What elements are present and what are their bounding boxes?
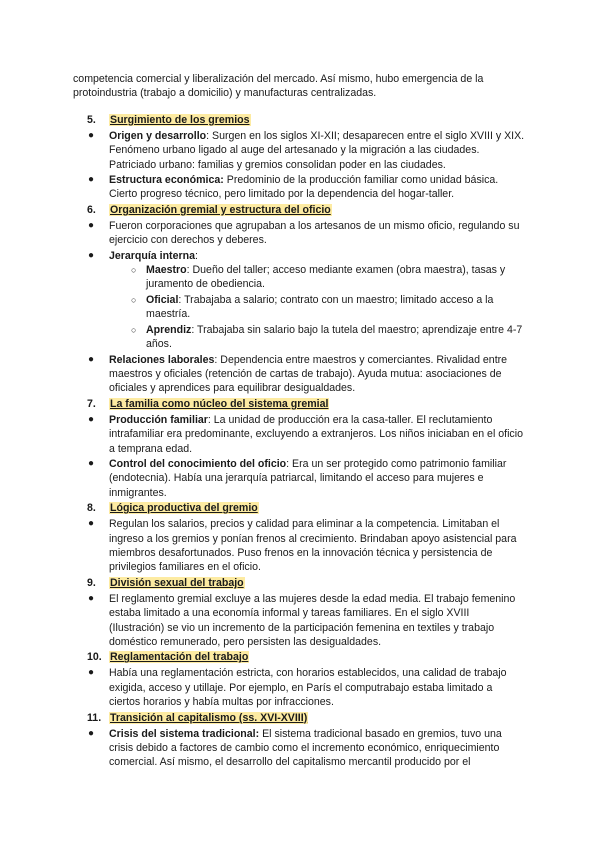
bullet-icon: ● (88, 353, 95, 365)
list-item (73, 457, 525, 500)
bullet-list (73, 727, 525, 770)
section-number: 9. (87, 576, 96, 589)
list-item (73, 219, 525, 248)
intro-paragraph: competencia comercial y liberalización del mercado. Así mismo, hubo emergencia de la protoindustria (trabajo a domicilio) y manufacturas centralizadas. (73, 73, 484, 100)
bullet-icon: ● (88, 457, 95, 469)
section-heading (73, 650, 525, 665)
item-text: Regulan los salarios, precios y calidad para eliminar a la competencia. Limitaban el ingreso a los gremios y ponían frenos al crecimiento. Brindaban apoyo asistencial para miembros desafortunados. Puso frenos en la innovación técnica y persistencia de privilegios familiares en el oficio. (109, 518, 517, 574)
sub-list-item (73, 323, 525, 352)
item-separator: : (194, 249, 198, 262)
section-heading (73, 576, 525, 591)
section-number: 10. (87, 651, 102, 664)
sub-list-item (73, 293, 525, 322)
sub-list (109, 263, 525, 351)
list-item (73, 249, 525, 352)
list-item (73, 129, 525, 172)
item-text: Predominio de la producción familiar como unidad básica. Cierto progreso técnico, pero limitado por la dependencia del hogar-taller. (109, 174, 499, 201)
document-body (73, 72, 525, 771)
item-text: Fueron corporaciones que agrupaban a los artesanos de un mismo oficio, regulando su ejercicio con derechos y deberes. (109, 219, 520, 247)
bullet-icon: ● (88, 249, 95, 261)
section-heading (73, 113, 525, 128)
list-item (73, 517, 525, 575)
hollow-bullet-icon: ○ (131, 324, 137, 335)
item-lead: Producción familiar (109, 413, 208, 426)
item-lead: Crisis del sistema tradicional: (109, 727, 260, 740)
section-heading (73, 711, 525, 726)
section-title: Organización gremial y estructura del oficio (110, 203, 331, 216)
section (73, 501, 525, 575)
item-text: : Dependencia entre maestros y comerciantes. Rivalidad entre maestros y oficiales (retención de cartas de trabajo). Ayuda mutua: asociaciones de oficiales y aprendices para equilibrar desigualdades. (109, 353, 508, 395)
bullet-icon: ● (88, 667, 95, 679)
section (73, 650, 525, 709)
list-item (73, 173, 525, 202)
section-title: Surgimiento de los gremios (110, 113, 250, 126)
section-heading (73, 203, 525, 218)
section-heading (73, 501, 525, 516)
bullet-list (73, 129, 525, 202)
sub-item-lead: Maestro (146, 264, 187, 277)
hollow-bullet-icon: ○ (131, 265, 137, 276)
item-lead: Estructura económica: (109, 174, 224, 187)
bullet-list (73, 219, 525, 396)
list-item (73, 666, 525, 709)
section-title: Lógica productiva del gremio (110, 502, 258, 515)
section-title: División sexual del trabajo (110, 576, 244, 589)
bullet-icon: ● (88, 219, 95, 231)
section-number: 6. (87, 203, 96, 216)
item-separator: : (206, 129, 210, 142)
section-heading (73, 397, 525, 412)
section-title: La familia como núcleo del sistema gremial (110, 397, 329, 410)
section-title: Reglamentación del trabajo (110, 651, 249, 664)
hollow-bullet-icon: ○ (131, 294, 137, 305)
item-text: : Era un ser protegido como patrimonio familiar (endotecnia). Había una jerarquía patriarcal, limitando el acceso para mujeres e inmigrantes. (109, 457, 507, 499)
sub-item-lead: Aprendiz (146, 323, 192, 336)
sub-item-text: : Trabajaba sin salario bajo la tutela del maestro; aprendizaje entre 4-7 años. (146, 323, 523, 351)
bullet-icon: ● (88, 518, 95, 530)
list-item (73, 413, 525, 456)
section-title: Transición al capitalismo (ss. XVI-XVIII) (110, 711, 308, 724)
bullet-icon: ● (88, 174, 95, 186)
list-item (73, 727, 525, 770)
section (73, 576, 525, 650)
sub-list-item (73, 263, 525, 292)
list-item (73, 592, 525, 650)
section-number: 11. (87, 711, 102, 724)
section (73, 397, 525, 500)
item-text: El sistema tradicional basado en gremios, tuvo una crisis debido a factores de cambio como el incremento económico, enriquecimiento comercial. Así mismo, el desarrollo del capitalismo mercantil producido por el (109, 727, 502, 769)
item-text: : La unidad de producción era la casa-taller. El reclutamiento intrafamiliar era predominante, excluyendo a extranjeros. Los niños iniciaban en el oficio a temprana edad. (109, 413, 523, 455)
bullet-icon: ● (88, 592, 95, 604)
item-text: Surgen en los siglos XI-XII; desaparecen entre el siglo XVIII y XIX. Fenómeno urbano ligado al auge del artesanado y la migración a las ciudades. Patriciado urbano: familias y gremios consolidan poder en las ciudades. (109, 129, 525, 171)
sections-list (73, 113, 525, 770)
section-number: 8. (87, 502, 96, 515)
item-lead: Jerarquía interna (109, 249, 195, 262)
item-lead: Relaciones laborales (109, 353, 215, 366)
section-number: 7. (87, 397, 96, 410)
bullet-icon: ● (88, 129, 95, 141)
sub-item-text: : Dueño del taller; acceso mediante examen (obra maestra), tasas y juramento de obediencia. (146, 264, 506, 291)
sub-item-lead: Oficial (146, 293, 179, 306)
bullet-list (73, 666, 525, 709)
bullet-icon: ● (88, 413, 95, 425)
bullet-list (73, 517, 525, 575)
section-number: 5. (87, 113, 96, 126)
sub-item-text: : Trabajaba a salario; contrato con un maestro; limitado acceso a la maestría. (146, 293, 494, 321)
item-lead: Control del conocimiento del oficio (109, 457, 287, 470)
section (73, 113, 525, 202)
list-item (73, 353, 525, 396)
item-text: El reglamento gremial excluye a las mujeres desde la edad media. El trabajo femenino estaba limitado a una economía informal y tareas familiares. En el siglo XVIII (Ilustración) se vio un incremento de la participación femenina en textiles y trabajo doméstico remunerado, pero persisten las desigualdades. (109, 592, 516, 648)
section (73, 711, 525, 770)
item-lead: Origen y desarrollo (109, 129, 207, 142)
bullet-icon: ● (88, 727, 95, 739)
bullet-list (73, 413, 525, 500)
item-text: Había una reglamentación estricta, con horarios establecidos, una calidad de trabajo exigida, acceso y utillaje. Por ejemplo, en París el computrabajo estaba limitado a ciertos horarios y había multas por infracciones. (109, 667, 507, 709)
bullet-list (73, 592, 525, 650)
section (73, 203, 525, 396)
